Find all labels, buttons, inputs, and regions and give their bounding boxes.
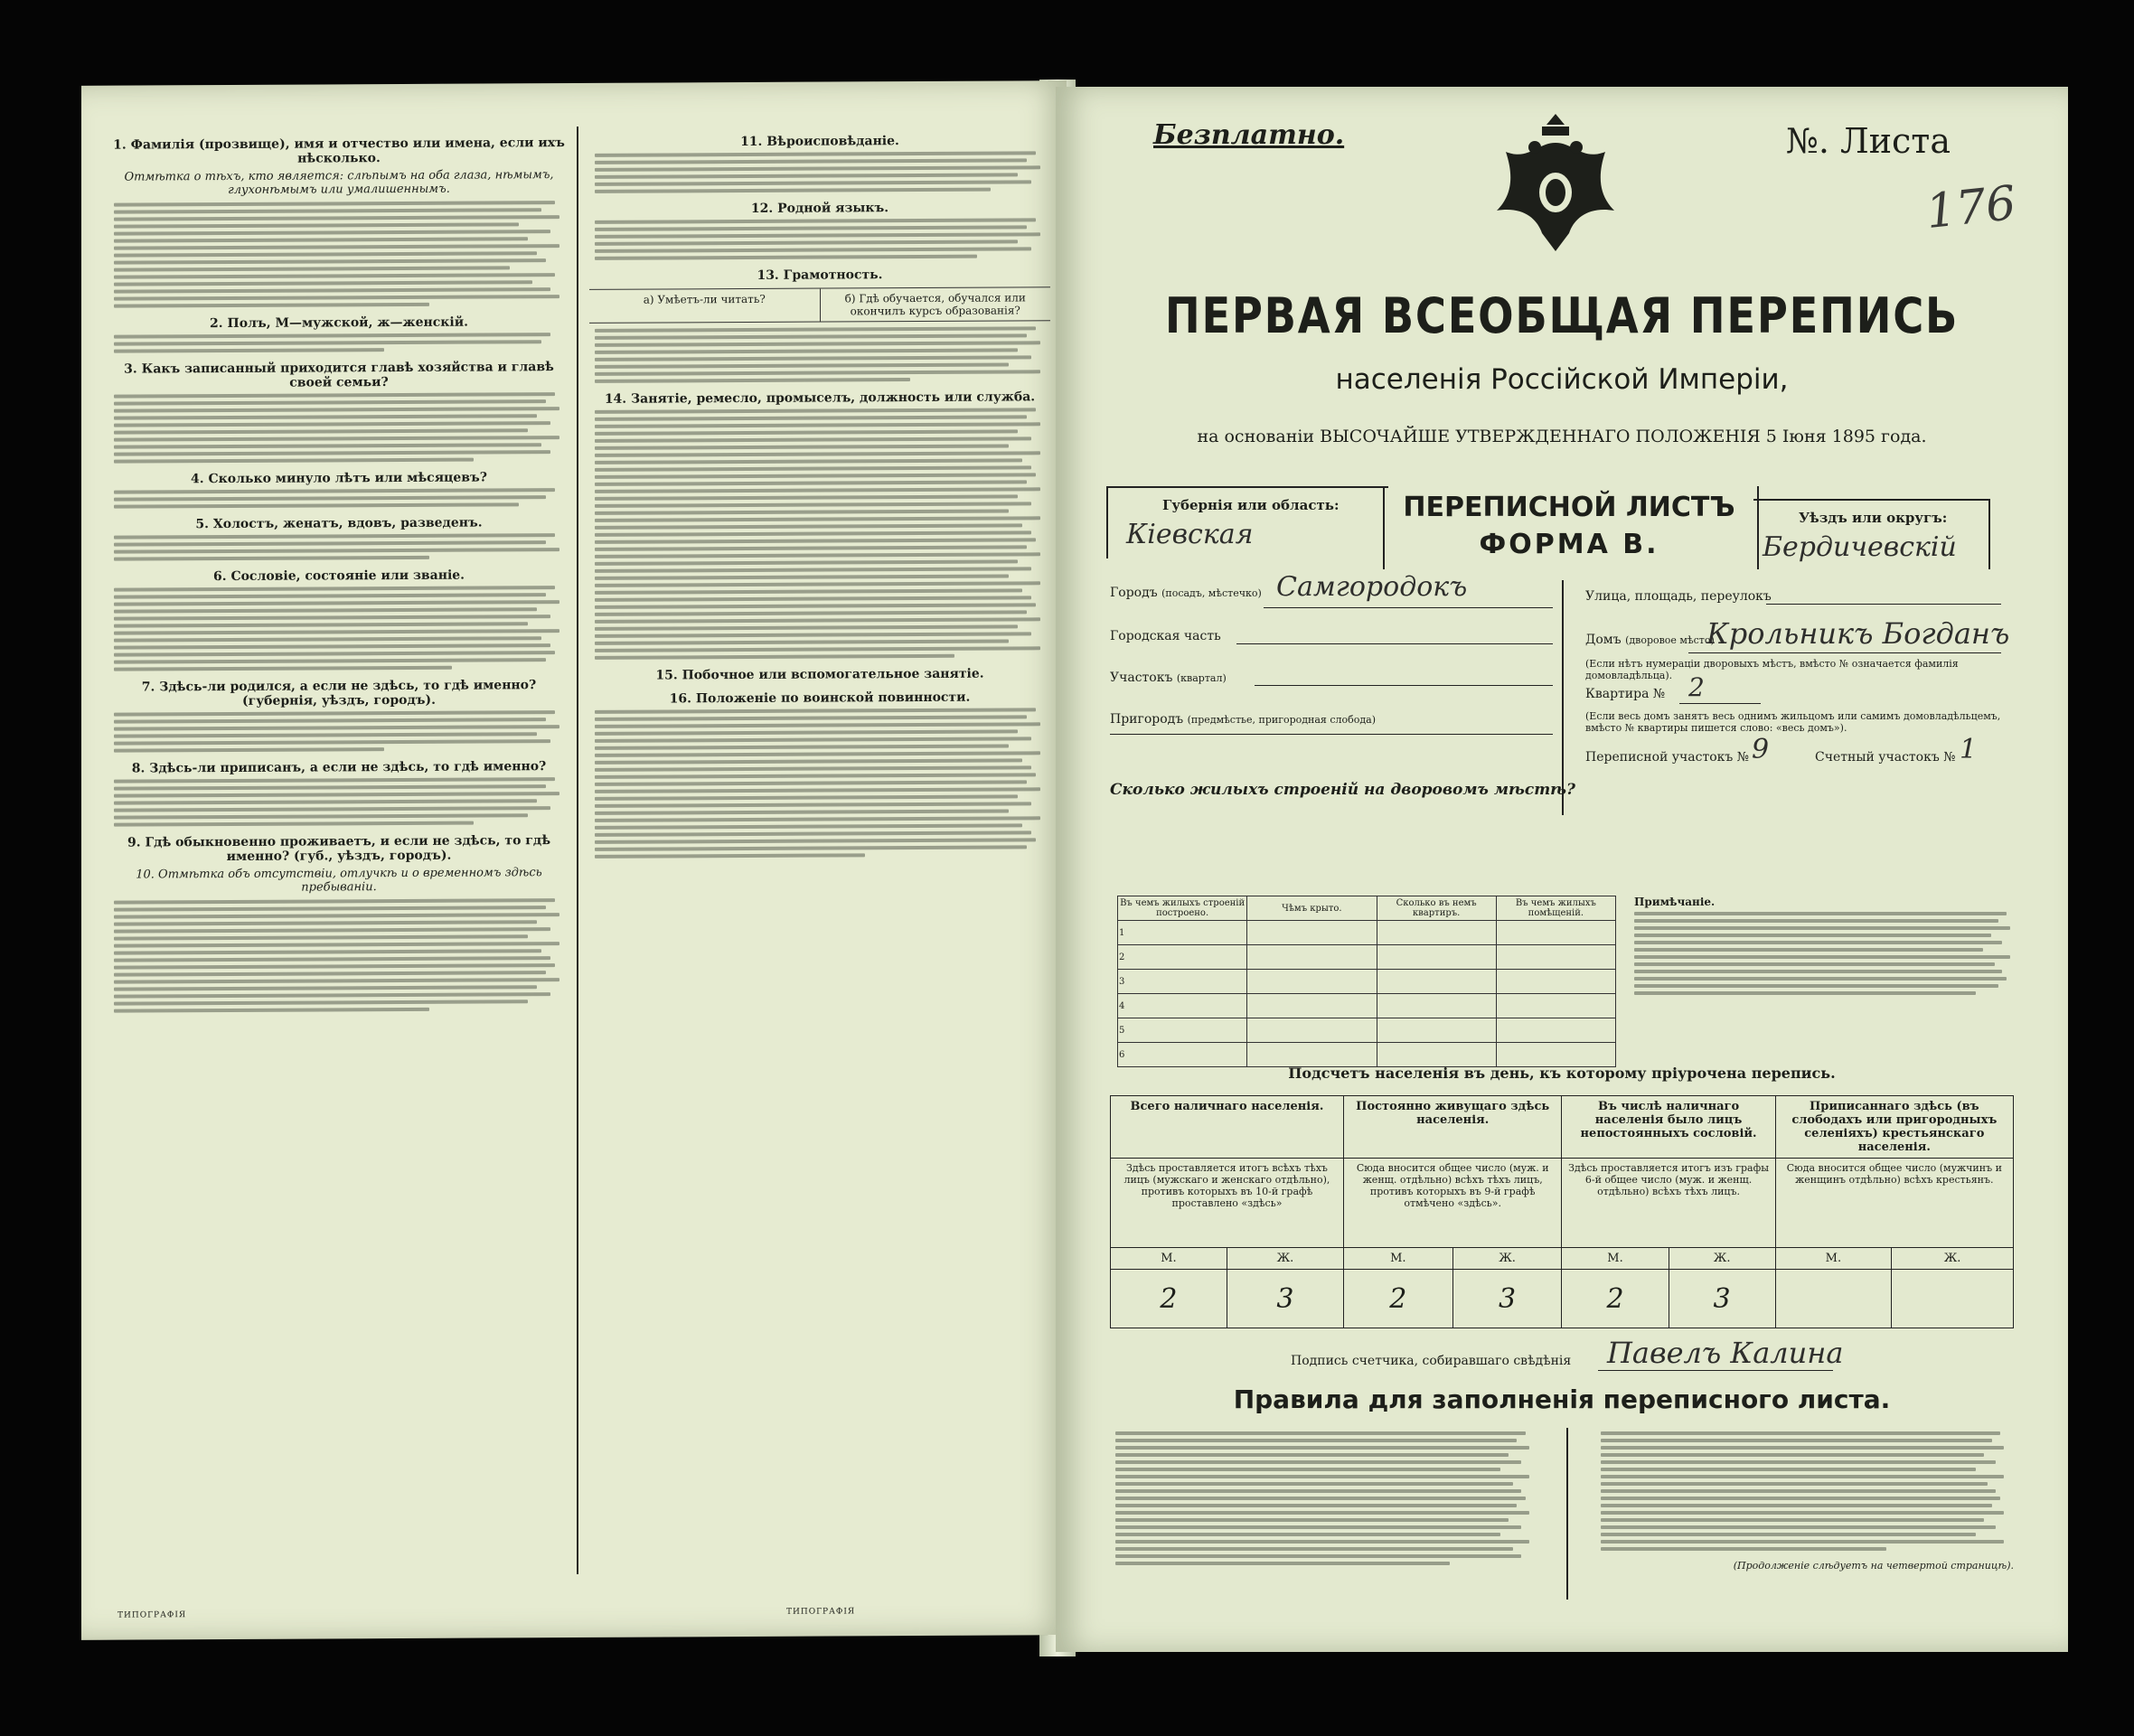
section-heading: 2. Полъ, М—мужской, ж—женскій. <box>210 314 468 332</box>
rules-continuation: (Продолженіе слѣдуетъ на четвертой страницѣ). <box>1733 1560 2014 1572</box>
literacy-question-read: а) Умѣетъ-ли читать? <box>589 289 821 323</box>
section-heading: 5. Холостъ, женатъ, вдовъ, разведенъ. <box>195 515 483 532</box>
body-text <box>114 586 564 671</box>
literacy-questions <box>589 286 1050 324</box>
body-text <box>114 392 564 464</box>
pop-value: 3 <box>1227 1270 1343 1328</box>
rules-column-2 <box>1595 1428 2014 1600</box>
census-legal-basis: на основаніи ВЫСОЧАЙШЕ УТВЕРЖДЕННАГО ПОЛОЖЕНІЯ 5 Іюня 1895 года. <box>1197 427 1927 446</box>
table-row <box>1118 921 1616 945</box>
pop-header-cell: Постоянно живущаго здѣсь населенія. <box>1343 1096 1562 1159</box>
section-heading: 1. Фамилія (прозвище), имя и отчество или имена, если ихъ нѣсколько. <box>113 136 565 166</box>
house-value: Крольникъ Богданъ <box>1706 616 2010 651</box>
pop-description: Сюда вносится общее число (мужчинъ и женщинъ отдѣльно) всѣхъ крестьянъ. <box>1775 1159 2013 1248</box>
pop-values-row <box>1111 1270 2014 1328</box>
section-4 <box>108 470 569 509</box>
section-14 <box>589 389 1050 660</box>
population-count-title: Подсчетъ населенія въ день, къ которому пріурочена перепись. <box>1288 1065 1836 1082</box>
literacy-question-education: б) Гдѣ обучается, обучался или окончилъ курсъ образованія? <box>844 291 1026 318</box>
pop-header-cell: Въ числѣ наличнаго населенія было лицъ непостоянныхъ сословій. <box>1562 1096 1775 1159</box>
section-note: Отмѣтка о тѣхъ, кто является: слѣпымъ на оба глаза, нѣмымъ, глухонѣмымъ или умалишеннымъ. <box>124 168 554 198</box>
buildings-question: Сколько жилыхъ строеній на дворовомъ мѣстѣ? <box>1110 781 1575 799</box>
section-11 <box>589 133 1050 193</box>
district-value: Бердичевскій <box>1763 531 1957 563</box>
pop-header-row <box>1111 1096 2014 1159</box>
body-text <box>114 201 564 308</box>
section-15 <box>589 666 1050 683</box>
pop-value <box>1892 1270 2014 1328</box>
table-row <box>1118 1043 1616 1067</box>
row-number: 1 <box>1118 921 1247 945</box>
body-text <box>595 408 1045 660</box>
rules-column-2-text <box>1601 1431 2008 1551</box>
instructions-column-2 <box>589 124 1050 1585</box>
pop-value: 2 <box>1343 1270 1452 1328</box>
sex-male-header: М. <box>1343 1248 1452 1270</box>
pop-description: Здѣсь проставляется итогъ изъ графы 6-й общее число (муж. и женщ. отдѣльно) всѣхъ тѣхъ лицъ. <box>1562 1159 1775 1248</box>
counter-area-value: 1 <box>1960 734 1978 765</box>
sex-male-header: М. <box>1111 1248 1227 1270</box>
section-1 <box>108 136 569 308</box>
section-heading: 7. Здѣсь-ли родился, а если не здѣсь, то гдѣ именно? (губернія, уѣздъ, городъ). <box>141 678 537 708</box>
section-12 <box>589 200 1050 260</box>
district-box <box>1753 499 1990 569</box>
section-heading: 13. Грамотность. <box>757 267 883 283</box>
section-heading: 16. Положеніе по воинской повинности. <box>669 690 971 707</box>
province-box <box>1106 486 1388 558</box>
city-label <box>1110 586 1262 600</box>
section-heading: 14. Занятіе, ремесло, промыселъ, должность или служба. <box>604 389 1036 407</box>
section-2 <box>108 314 569 353</box>
section-5 <box>108 515 569 561</box>
buildings-header-cell: Въ чемъ жилыхъ строеній построено. <box>1118 896 1247 921</box>
section-16 <box>589 690 1050 859</box>
instructions-page <box>81 80 1067 1640</box>
sheet-number-label: №. Листа <box>1785 121 1951 161</box>
section-7 <box>108 678 569 753</box>
pop-value <box>1775 1270 1891 1328</box>
pop-value: 2 <box>1562 1270 1669 1328</box>
section-8 <box>108 759 569 827</box>
precinct-note: (квартал) <box>1176 672 1227 684</box>
pop-value: 3 <box>1452 1270 1562 1328</box>
apartment-value: 2 <box>1688 672 1705 702</box>
province-label: Губернія или область: <box>1162 497 1340 513</box>
pop-description-row <box>1111 1159 2014 1248</box>
sex-male-header: М. <box>1775 1248 1891 1270</box>
buildings-header-cell: Въ чемъ жилыхъ помѣщеній. <box>1496 896 1615 921</box>
signature-label: Подпись счетчика, собиравшаго свѣдѣнія <box>1291 1354 1572 1368</box>
apartment-label: Квартира № <box>1585 687 1666 701</box>
section-6 <box>108 568 569 671</box>
section-heading: 11. Вѣроисповѣданіе. <box>740 134 899 150</box>
body-text <box>595 218 1045 260</box>
buildings-header-cell: Чѣмъ крыто. <box>1247 896 1377 921</box>
section-heading: 8. Здѣсь-ли приписанъ, а если не здѣсь, то гдѣ именно? <box>131 759 547 776</box>
body-text <box>595 708 1045 859</box>
precinct-label <box>1110 671 1227 685</box>
body-text <box>595 326 1045 383</box>
sex-female-header: Ж. <box>1892 1248 2014 1270</box>
house-label-text: Домъ <box>1585 633 1622 647</box>
section-13 <box>589 267 1050 383</box>
pop-sex-row <box>1111 1248 2014 1270</box>
body-text <box>114 533 564 561</box>
row-number: 3 <box>1118 970 1247 994</box>
section-3 <box>108 360 569 464</box>
instructions-column-1 <box>108 127 569 1588</box>
table-row <box>1118 1018 1616 1043</box>
rules-text <box>1110 1428 2014 1600</box>
population-table <box>1110 1095 2014 1328</box>
sheet-number-handwritten: 176 <box>1922 175 2018 240</box>
pop-description: Здѣсь проставляется итогъ всѣхъ тѣхъ лицъ (мужскаго и женскаго отдѣльно), противъ которыхъ въ 10-й графѣ проставлено «здѣсь» <box>1111 1159 1344 1248</box>
note-text <box>1634 912 2014 995</box>
row-number: 6 <box>1118 1043 1247 1067</box>
sex-female-header: Ж. <box>1669 1248 1775 1270</box>
house-subnote: (Если нѣтъ нумераціи дворовыхъ мѣстъ, вмѣсто № означается фамилія домовладѣльца). <box>1585 658 1959 681</box>
body-text <box>114 898 564 1013</box>
house-label <box>1585 633 1715 647</box>
section-heading: 3. Какъ записанный приходится главѣ хозяйства и главѣ своей семьи? <box>124 360 554 390</box>
buildings-header-row <box>1118 896 1616 921</box>
counter-area-label: Счетный участокъ № <box>1815 750 1956 765</box>
section-heading: 9. Гдѣ обыкновенно проживаетъ, и если не здѣсь, то гдѣ именно? (губ., уѣздъ, городъ). <box>127 833 551 865</box>
census-area-value: 9 <box>1752 734 1770 765</box>
house-note: (дворовое мѣсто) <box>1625 634 1715 646</box>
suburb-label <box>1110 712 1376 727</box>
sex-female-header: Ж. <box>1452 1248 1562 1270</box>
buildings-table <box>1117 896 1616 1067</box>
suburb-note: (предмѣстье, пригородная слобода) <box>1187 714 1377 726</box>
province-value: Кіевская <box>1126 519 1254 550</box>
city-part-label: Городская часть <box>1110 629 1221 643</box>
pop-value: 3 <box>1669 1270 1775 1328</box>
body-text <box>114 710 564 753</box>
note-title: Примѣчаніе. <box>1634 896 1716 908</box>
row-number: 2 <box>1118 945 1247 970</box>
imprint-left: ТИПОГРАФІЯ <box>118 1610 187 1620</box>
rules-column-1 <box>1115 1428 1534 1591</box>
section-heading: 4. Сколько минуло лѣтъ или мѣсяцевъ? <box>191 470 487 487</box>
body-text <box>114 333 564 353</box>
suburb-label-text: Пригородъ <box>1110 712 1184 727</box>
section-note: 10. Отмѣтка объ отсутствіи, отлучкѣ и о временномъ здѣсь пребываніи. <box>136 866 542 895</box>
body-text <box>114 488 564 509</box>
body-text <box>114 777 564 827</box>
body-text <box>595 151 1045 193</box>
section-heading: 6. Сословіе, состояніе или званіе. <box>212 568 465 585</box>
precinct-label-text: Участокъ <box>1110 671 1173 685</box>
table-row <box>1118 970 1616 994</box>
form-name: ПЕРЕПИСНОЙ ЛИСТЪ <box>1403 492 1735 523</box>
district-label: Уѣздъ или округъ: <box>1799 510 1948 526</box>
section-heading: 15. Побочное или вспомогательное занятіе. <box>655 666 984 683</box>
apartment-subnote: (Если весь домъ занятъ весь однимъ жильцомъ или самимъ домовладѣльцемъ, вмѣсто № квартиры пишется слово: «весь домъ»). <box>1585 710 2001 734</box>
section-heading: 12. Родной языкъ. <box>750 201 889 216</box>
sex-male-header: М. <box>1562 1248 1669 1270</box>
buildings-header-cell: Сколько въ немъ квартиръ. <box>1377 896 1496 921</box>
census-area-label: Переписной участокъ № <box>1585 750 1749 765</box>
section-9 <box>108 833 569 1013</box>
census-title: ПЕРВАЯ ВСЕОБЩАЯ ПЕРЕПИСЬ <box>1164 287 1960 344</box>
column-divider <box>577 127 578 1574</box>
pop-value: 2 <box>1111 1270 1227 1328</box>
street-label: Улица, площадь, переулокъ <box>1585 589 1772 604</box>
row-number: 4 <box>1118 994 1247 1018</box>
census-subtitle: населенія Россійской Имперіи, <box>1335 363 1789 396</box>
imperial-eagle-emblem <box>1488 107 1623 260</box>
signature-value: Павелъ Калина <box>1607 1336 1844 1370</box>
city-note: (посадъ, мѣстечко) <box>1161 587 1262 599</box>
form-title <box>1379 492 1759 560</box>
table-row <box>1118 945 1616 970</box>
pop-description: Сюда вносится общее число (муж. и женщ. отдѣльно) всѣхъ тѣхъ лицъ, противъ которыхъ въ 9-й графѣ отмѣчено «здѣсь». <box>1343 1159 1562 1248</box>
form-letter: ФОРМА В. <box>1479 529 1659 560</box>
table-row <box>1118 994 1616 1018</box>
buildings-note <box>1634 896 2014 999</box>
city-value: Самгородокъ <box>1276 571 1468 603</box>
sex-female-header: Ж. <box>1227 1248 1343 1270</box>
free-label: Безплатно. <box>1153 119 1345 151</box>
rules-title: Правила для заполненія переписного листа. <box>1233 1384 1891 1414</box>
pop-header-cell: Приписаннаго здѣсь (въ слободахъ или пригородныхъ селеніяхъ) крестьянскаго населенія. <box>1775 1096 2013 1159</box>
imprint-right: ТИПОГРАФІЯ <box>786 1607 856 1617</box>
pop-header-cell: Всего наличнаго населенія. <box>1111 1096 1344 1159</box>
census-form-page <box>1056 87 2068 1652</box>
city-label-text: Городъ <box>1110 586 1158 600</box>
row-number: 5 <box>1118 1018 1247 1043</box>
